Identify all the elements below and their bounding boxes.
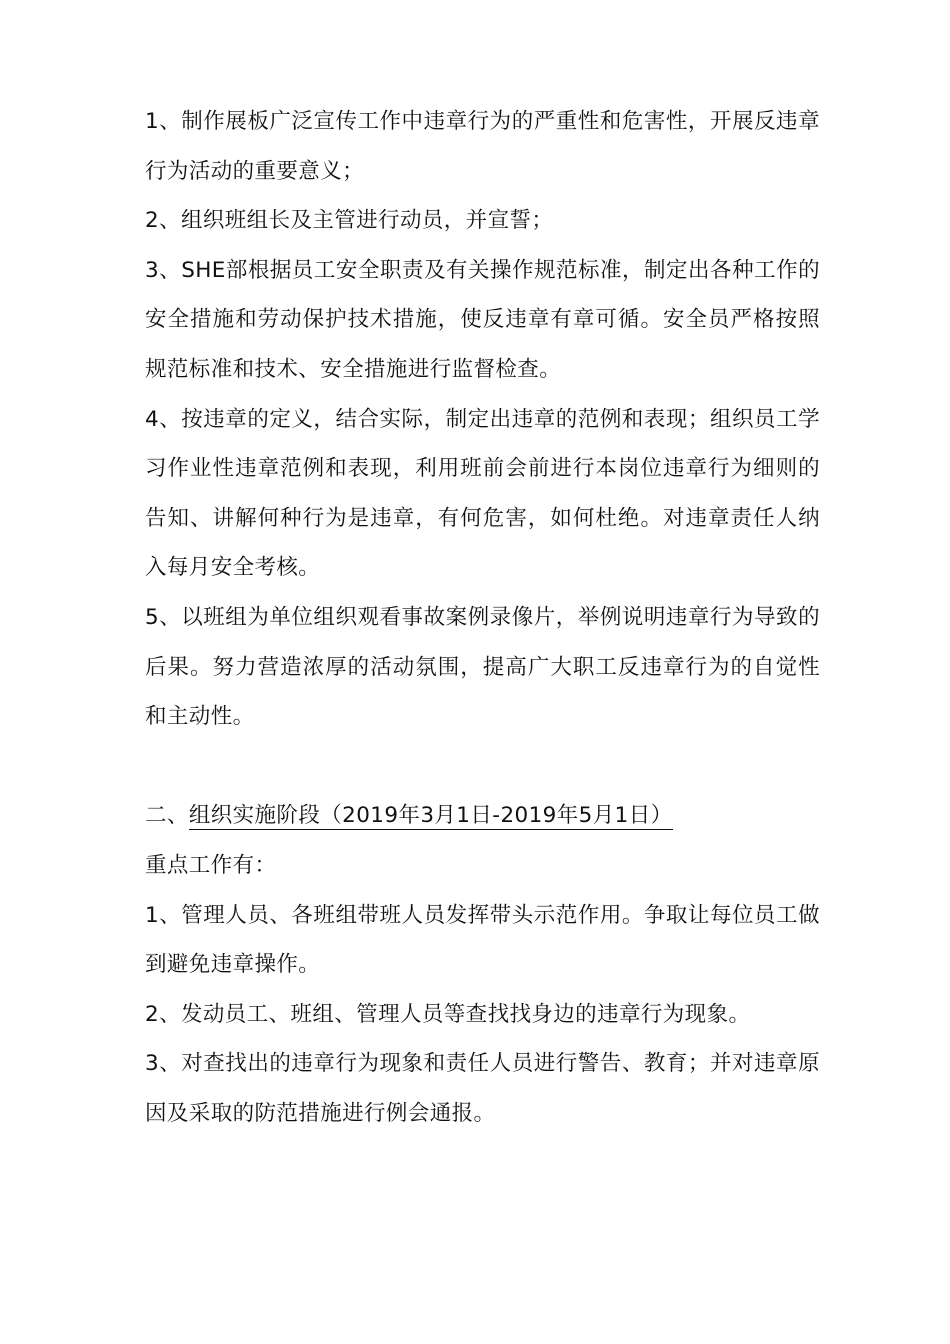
- list-item: 1、制作展板广泛宣传工作中违章行为的严重性和危害性，开展反违章行为活动的重要意义；: [145, 109, 820, 184]
- document-body: [145, 97, 820, 1138]
- section-heading-prefix: 二、: [145, 803, 189, 829]
- section-heading-title: 组织实施阶段（2019年3月1日-2019年5月1日）: [188, 803, 673, 829]
- list-item: 2、组织班组长及主管进行动员，并宣誓；: [145, 208, 554, 234]
- list-item: 4、按违章的定义，结合实际，制定出违章的范例和表现；组织员工学习作业性违章范例和表现，利用班前会前进行本岗位违章行为细则的告知、讲解何种行为是违章，有何危害，如何杜绝。对违章责任人纳入每月安全考核。: [145, 406, 820, 581]
- list-item: 3、对查找出的违章行为现象和责任人员进行警告、教育；并对违章原因及采取的防范措施进行例会通报。: [145, 1051, 820, 1126]
- list-item: 1、管理人员、各班组带班人员发挥带头示范作用。争取让每位员工做到避免违章操作。: [145, 902, 820, 978]
- section-spacer: [145, 742, 820, 792]
- list-item: 5、以班组为单位组织观看事故案例录像片，举例说明违章行为导致的后果。努力营造浓厚的活动氛围，提高广大职工反违章行为的自觉性和主动性。: [145, 604, 820, 730]
- section-subheading: 重点工作有：: [145, 852, 277, 878]
- list-item: 3、SHE部根据员工安全职责及有关操作规范标准，制定出各种工作的安全措施和劳动保护技术措施，使反违章有章可循。安全员严格按照规范标准和技术、安全措施进行监督检查。: [145, 257, 820, 382]
- list-item: 2、发动员工、班组、管理人员等查找找身边的违章行为现象。: [145, 1001, 751, 1027]
- section-heading: [145, 791, 820, 841]
